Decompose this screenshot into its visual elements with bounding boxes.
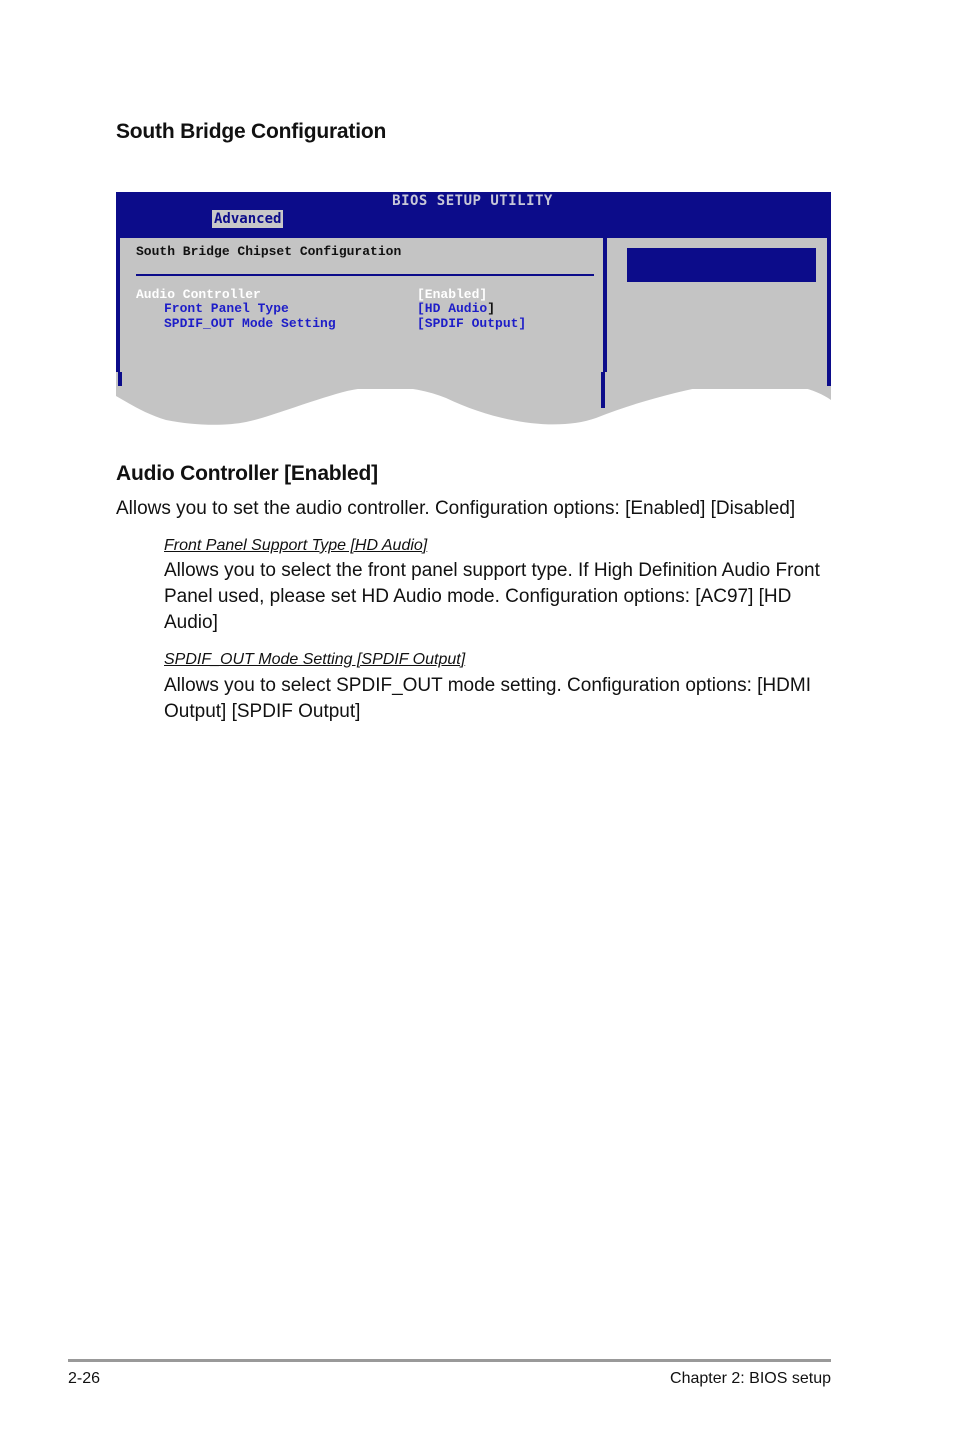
setting-spdif-out-value[interactable]: [SPDIF Output] bbox=[417, 316, 527, 331]
help-box bbox=[627, 248, 816, 282]
chapter-label: Chapter 2: BIOS setup bbox=[670, 1370, 831, 1387]
bios-screenshot bbox=[116, 192, 831, 428]
panel-title: South Bridge Chipset Configuration bbox=[136, 244, 402, 259]
front-panel-value-bracket: ] bbox=[487, 301, 496, 316]
front-panel-title: Front Panel Support Type [HD Audio] bbox=[164, 537, 428, 554]
bios-help-panel bbox=[607, 238, 827, 389]
setting-front-panel-type-value[interactable] bbox=[417, 301, 495, 316]
bios-settings-panel bbox=[120, 238, 603, 389]
footer-divider bbox=[68, 1359, 831, 1362]
page-number: 2-26 bbox=[68, 1370, 101, 1387]
front-panel-value-text: [HD Audio bbox=[417, 301, 488, 316]
audio-controller-heading: Audio Controller [Enabled] bbox=[116, 462, 378, 485]
bios-title: BIOS SETUP UTILITY bbox=[392, 193, 553, 209]
section-title: South Bridge Configuration bbox=[116, 120, 387, 143]
torn-edge bbox=[116, 372, 831, 428]
setting-audio-controller-value[interactable]: [Enabled] bbox=[417, 287, 488, 302]
audio-controller-desc: Allows you to set the audio controller. Configuration options: [Enabled] [Disabled] bbox=[116, 498, 796, 519]
bios-header bbox=[116, 192, 831, 229]
front-panel-desc: Allows you to select the front panel support type. If High Definition Audio Front Panel used, please set HD Audio mode. Configuration options: [AC97] [HD Audio] bbox=[164, 560, 820, 633]
panel-divider bbox=[136, 274, 594, 276]
bios-body bbox=[116, 229, 831, 389]
spdif-title: SPDIF_OUT Mode Setting [SPDIF Output] bbox=[164, 651, 466, 668]
setting-audio-controller-label[interactable]: Audio Controller bbox=[136, 287, 261, 302]
spdif-desc: Allows you to select SPDIF_OUT mode setting. Configuration options: [HDMI Output] [SPDIF Output] bbox=[164, 675, 811, 722]
setting-spdif-out-label[interactable]: SPDIF_OUT Mode Setting bbox=[164, 316, 336, 331]
tab-advanced[interactable]: Advanced bbox=[214, 211, 282, 227]
setting-front-panel-type-label[interactable]: Front Panel Type bbox=[164, 301, 289, 316]
